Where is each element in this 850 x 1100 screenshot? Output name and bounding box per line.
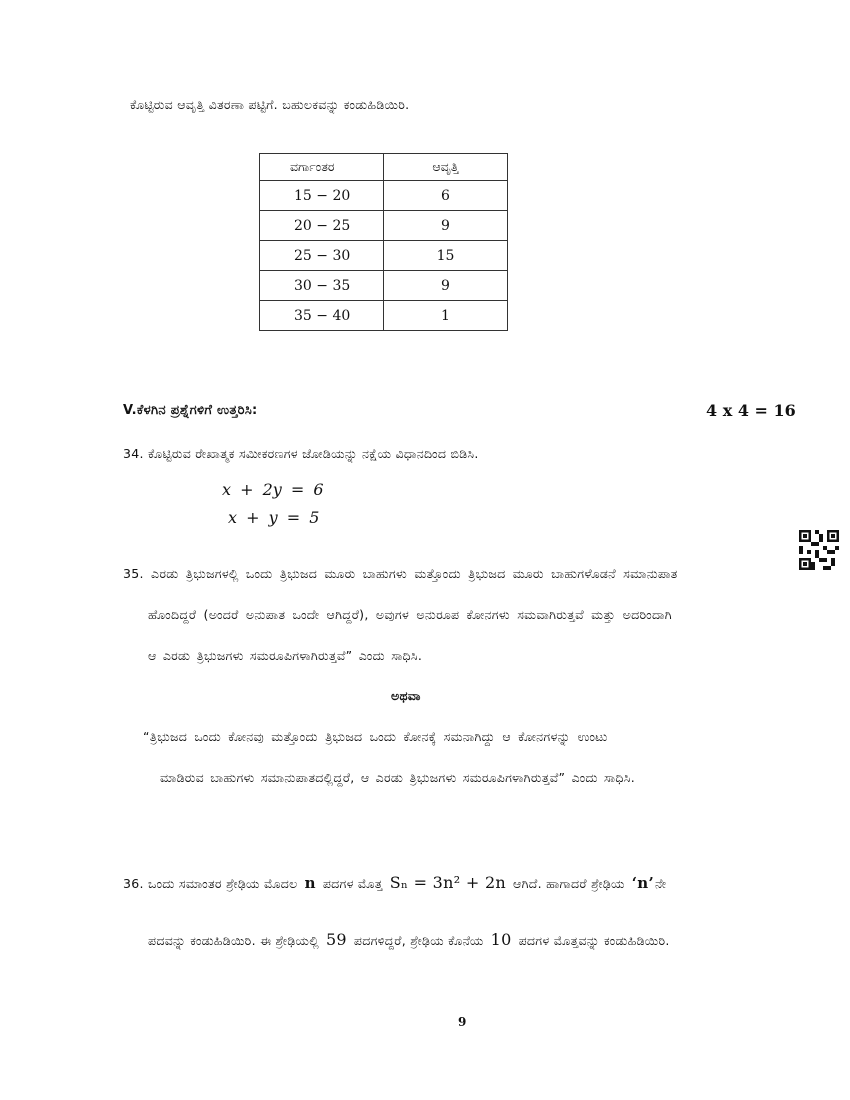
- q36-num-59: 59: [325, 930, 347, 949]
- q36-text-d: ನೇ: [654, 876, 667, 891]
- section-title: V.ಕೆಳಗಿನ ಪ್ರಶ್ನೆಗಳಿಗೆ ಉತ್ತರಿಸಿ:: [123, 403, 258, 418]
- question-35-line-3: ಆ ಎರಡು ತ್ರಿಭುಜಗಳು ಸಮರೂಪಿಗಳಾಗಿರುತ್ತವೆ” ಎಂದು ಸಾಧಿಸಿ.: [148, 648, 423, 663]
- question-35-line-1: 35. ಎರಡು ತ್ರಿಭುಜಗಳಲ್ಲಿ ಒಂದು ತ್ರಿಭುಜದ ಮೂರು ಬಾಹುಗಳು ಮತ್ತೊಂದು ತ್ರಿಭುಜದ ಮೂರು ಬಾಹುಗಳೊಡನೆ ಸಮಾನುಪಾತ: [123, 566, 678, 581]
- question-36-line-1: [123, 873, 666, 892]
- table-header-row: [260, 154, 508, 181]
- q36-text-b: ಪದಗಳ ಮೊತ್ತ: [322, 876, 383, 891]
- table-row: [260, 271, 508, 301]
- page-number: 9: [458, 1015, 467, 1029]
- table-cell-interval: 15 − 20: [260, 181, 384, 211]
- q36-nth: ‘n’: [631, 874, 654, 892]
- q36-formula: Sₙ = 3n² + 2n: [389, 873, 507, 892]
- table-header-frequency: ಆವೃತ್ತಿ: [384, 154, 508, 181]
- q36-text-g: ಪದಗಳ ಮೊತ್ತವನ್ನು ಕಂಡುಹಿಡಿಯಿರಿ.: [518, 933, 670, 948]
- q36-text-e: ಪದವನ್ನು ಕಂಡುಹಿಡಿಯಿರಿ. ಈ ಶ್ರೇಢಿಯಲ್ಲಿ: [148, 933, 319, 948]
- q36-n: n: [304, 874, 316, 892]
- q36-num-10: 10: [490, 930, 512, 949]
- q36-text-c: ಆಗಿದೆ. ಹಾಗಾದರೆ ಶ್ರೇಢಿಯ: [513, 876, 625, 891]
- q36-text-a: 36. ಒಂದು ಸಮಾಂತರ ಶ್ರೇಢಿಯ ಮೊದಲ: [123, 876, 298, 891]
- table-cell-interval: 30 − 35: [260, 271, 384, 301]
- table-row: [260, 301, 508, 331]
- qr-code-icon: [799, 530, 839, 570]
- q36-text-f: ಪದಗಳಿದ್ದರೆ, ಶ್ರೇಢಿಯ ಕೊನೆಯ: [353, 933, 484, 948]
- question-34: 34. ಕೊಟ್ಟಿರುವ ರೇಖಾತ್ಮಕ ಸಮೀಕರಣಗಳ ಜೋಡಿಯನ್ನು ನಕ್ಷೆಯ ವಿಧಾನದಿಂದ ಬಿಡಿಸಿ.: [123, 446, 479, 461]
- question-35-line-2: ಹೊಂದಿದ್ದರೆ (ಅಂದರೆ ಅನುಪಾತ ಒಂದೇ ಆಗಿದ್ದರೆ), ಅವುಗಳ ಅನುರೂಪ ಕೋನಗಳು ಸಮವಾಗಿರುತ್ತವೆ ಮತ್ತು ಅದರಿಂದಾಗಿ: [148, 607, 672, 622]
- intro-question: ಕೊಟ್ಟಿರುವ ಆವೃತ್ತಿ ವಿತರಣಾ ಪಟ್ಟಿಗೆ. ಬಹುಲಕವನ್ನು ಕಂಡುಹಿಡಿಯಿರಿ.: [130, 97, 410, 112]
- table-cell-frequency: 9: [384, 271, 508, 301]
- equation-1: x + 2y = 6: [222, 480, 324, 499]
- table-cell-frequency: 15: [384, 241, 508, 271]
- table-row: [260, 181, 508, 211]
- frequency-table: [259, 153, 508, 331]
- table-header-class: ವರ್ಗಾಂತರ: [260, 154, 384, 181]
- table-cell-interval: 35 − 40: [260, 301, 384, 331]
- question-36-line-2: [148, 930, 670, 949]
- or-label: ಅಥವಾ: [391, 688, 421, 703]
- table-cell-frequency: 9: [384, 211, 508, 241]
- question-35-alt-line-2: ಮಾಡಿರುವ ಬಾಹುಗಳು ಸಮಾನುಪಾತದಲ್ಲಿದ್ದರೆ, ಆ ಎರಡು ತ್ರಿಭುಜಗಳು ಸಮರೂಪಿಗಳಾಗಿರುತ್ತವೆ” ಎಂದು ಸಾಧಿಸಿ.: [160, 770, 635, 785]
- table-cell-frequency: 6: [384, 181, 508, 211]
- table-cell-interval: 25 − 30: [260, 241, 384, 271]
- equation-2: x + y = 5: [228, 508, 320, 527]
- table-cell-interval: 20 − 25: [260, 211, 384, 241]
- section-marks: 4 x 4 = 16: [706, 401, 796, 420]
- table-cell-frequency: 1: [384, 301, 508, 331]
- table-row: [260, 241, 508, 271]
- table-row: [260, 211, 508, 241]
- question-35-alt-line-1: “ತ್ರಿಭುಜದ ಒಂದು ಕೋನವು ಮತ್ತೊಂದು ತ್ರಿಭುಜದ ಒಂದು ಕೋನಕ್ಕೆ ಸಮನಾಗಿದ್ದು ಆ ಕೋನಗಳನ್ನು ಉಂಟು: [143, 729, 608, 744]
